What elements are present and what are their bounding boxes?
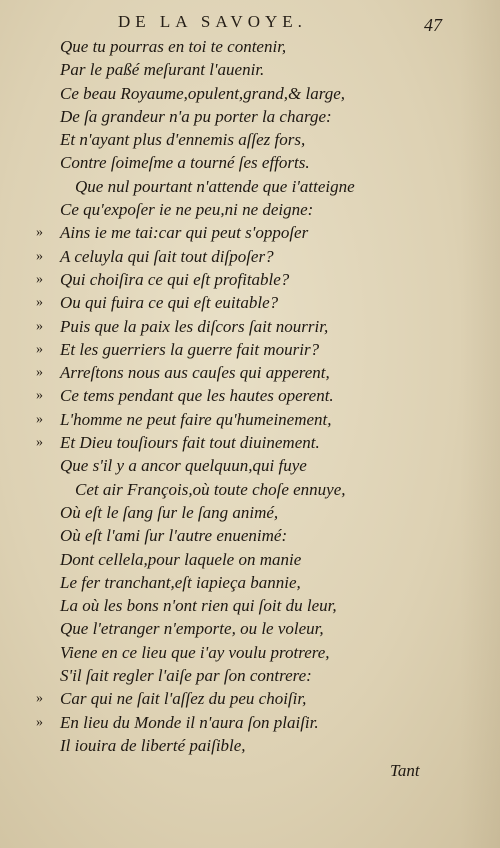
verse-line: Où eſt l'ami ſur l'autre enuenimé: — [60, 526, 288, 546]
verse-line: Le fer tranchant,eſt iapieça bannie, — [60, 572, 301, 592]
verse-line: Où eſt le ſang ſur le ſang animé, — [60, 502, 279, 522]
verse-line: Cet air François,où toute choſe ennuye, — [75, 479, 346, 499]
verse-line: Que l'etranger n'emporte, ou le voleur, — [60, 619, 324, 639]
verse-line: » En lieu du Monde il n'aura ſon plaiſir. — [36, 712, 319, 732]
verse-line: » Puis que la paix les diſcors ſait nourrir, — [36, 316, 329, 336]
catchword: Tant — [390, 761, 420, 780]
verse-line: Par le paßé meſurant l'auenir. — [60, 60, 265, 80]
verse-line: » Ains ie me tai:car qui peut s'oppoſer — [36, 223, 309, 243]
verse-line: » Ou qui fuira ce qui eſt euitable? — [36, 293, 279, 313]
verse-line: Et n'ayant plus d'ennemis aſſez fors, — [60, 130, 306, 150]
verse-line: » A celuyla qui ſait tout diſpoſer? — [36, 246, 274, 266]
page-header — [0, 12, 500, 34]
verse-line: » Et Dieu touſiours fait tout diuinement. — [36, 433, 320, 453]
verse-line: » L'homme ne peut faire qu'humeinement, — [36, 409, 332, 429]
verse-line: Que s'il y a ancor quelquun,qui fuye — [60, 456, 307, 476]
verse-line: » Et les guerriers la guerre fait mourir? — [36, 339, 320, 359]
verse-line: » Qui choiſira ce qui eſt profitable? — [36, 269, 290, 289]
verse-line: Il iouira de liberté paiſible, — [60, 735, 246, 755]
verse-block — [0, 35, 500, 757]
verse-line: Ce beau Royaume,opulent,grand,& large, — [60, 83, 346, 103]
verse-line: S'il ſait regler l'aiſe par ſon contrere: — [60, 666, 312, 686]
verse-line: » Car qui ne ſait l'aſſez du peu choiſir, — [36, 689, 307, 709]
verse-line: » Ce tems pendant que les hautes operent. — [36, 386, 334, 406]
page-number: 47 — [424, 15, 442, 35]
verse-line: Viene en ce lieu que i'ay voulu protrere, — [60, 642, 330, 662]
verse-line: » Arreſtons nous aus cauſes qui apperent, — [36, 363, 330, 383]
verse-line: Ce qu'expoſer ie ne peu,ni ne deigne: — [60, 200, 314, 220]
verse-line: Que nul pourtant n'attende que i'atteigne — [75, 176, 355, 196]
verse-line: La où les bons n'ont rien qui ſoit du leur, — [60, 596, 337, 616]
verse-line: Contre ſoimeſme a tourné ſes efforts. — [60, 153, 310, 173]
verse-line: Dont cellela,pour laquele on manie — [60, 549, 302, 569]
running-head: DE LA SAVOYE. — [118, 12, 307, 31]
verse-line: De ſa grandeur n'a pu porter la charge: — [60, 106, 332, 126]
verse-line: Que tu pourras en toi te contenir, — [60, 37, 287, 56]
